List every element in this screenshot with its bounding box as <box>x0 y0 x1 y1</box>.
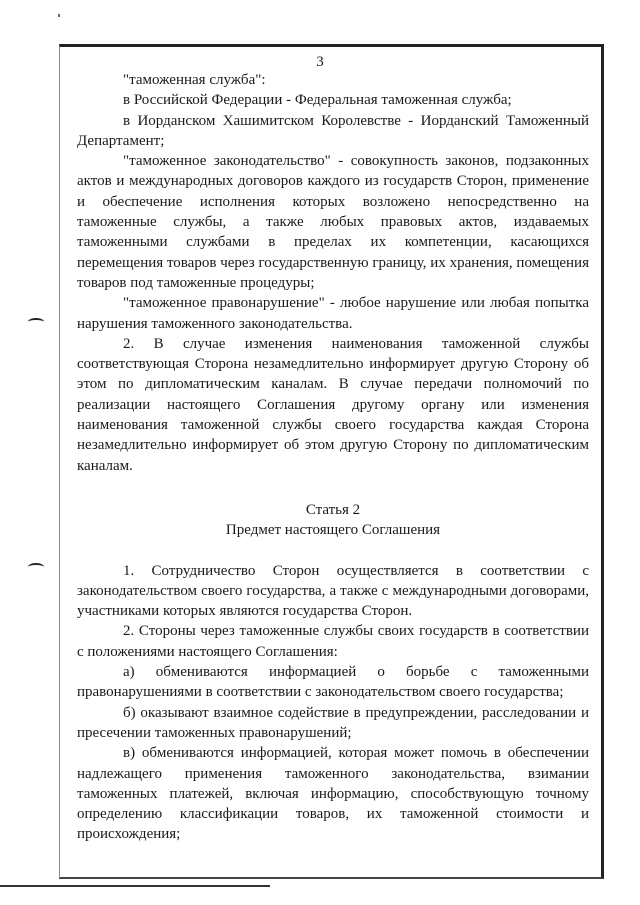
paragraph: б) оказывают взаимное содействие в предупреждении, расследовании и пресечении таможенных правонарушений; <box>77 704 589 741</box>
paragraph: "таможенная служба": <box>123 72 266 88</box>
margin-mark <box>28 318 44 326</box>
paragraph: в) обмениваются информацией, которая может помочь в обеспечении надлежащего применения таможенного законодательства, взимании таможенных платежей, включая информацию, способствующую точному определению классификации товаров, их таможенной стоимости и происхождения; <box>77 745 589 843</box>
margin-mark <box>28 563 44 571</box>
article-title: Предмет настоящего Соглашения <box>225 522 441 539</box>
paragraph: "таможенное правонарушение" - любое нарушение или любая попытка нарушения таможенного законодательства. <box>77 295 589 332</box>
paragraph: 2. Стороны через таможенные службы своих государств в соответствии с положениями настоящего Соглашения: <box>77 623 589 660</box>
paragraph: а) обмениваются информацией о борьбе с таможенными правонарушениями в соответствии с законодательством своего государства; <box>77 664 589 701</box>
paragraph: в Иорданском Хашимитском Королевстве - Иорданский Таможенный Департамент; <box>77 112 589 149</box>
page-number: 3 <box>316 54 324 70</box>
scan-speck <box>58 14 60 17</box>
paragraph: 2. В случае изменения наименования таможенной службы соответствующая Сторона незамедлительно информирует другую Сторону об этом по дипломатическим каналам. В случае передачи полномочий по реализации настоящего Соглашения другому органу или изменения наименования таможенной службы своего государства каждая Сторона незамедлительно информирует об этом другую Сторону по дипломатическим каналам. <box>77 335 589 474</box>
paragraph: в Российской Федерации - Федеральная таможенная служба; <box>123 92 512 109</box>
document-body <box>77 70 589 845</box>
paragraph: "таможенное законодательство" - совокупность законов, подзаконных актов и международных договоров каждого из государств Сторон, применение и обеспечение исполнения которых возложено непосредственно на таможенные службы, а также любых правовых актов, издаваемых таможенными службами в пределах их компетенции, касающихся перемещения товаров через государственную границу, их хранения, помещения товаров под таможенные процедуры; <box>77 153 589 291</box>
article-number: Статья 2 <box>305 501 361 518</box>
footer-rule <box>0 885 270 887</box>
paragraph: 1. Сотрудничество Сторон осуществляется в соответствии с законодательством своего государства, а также с международными договорами, участниками которых являются государства Сторон. <box>77 562 589 620</box>
